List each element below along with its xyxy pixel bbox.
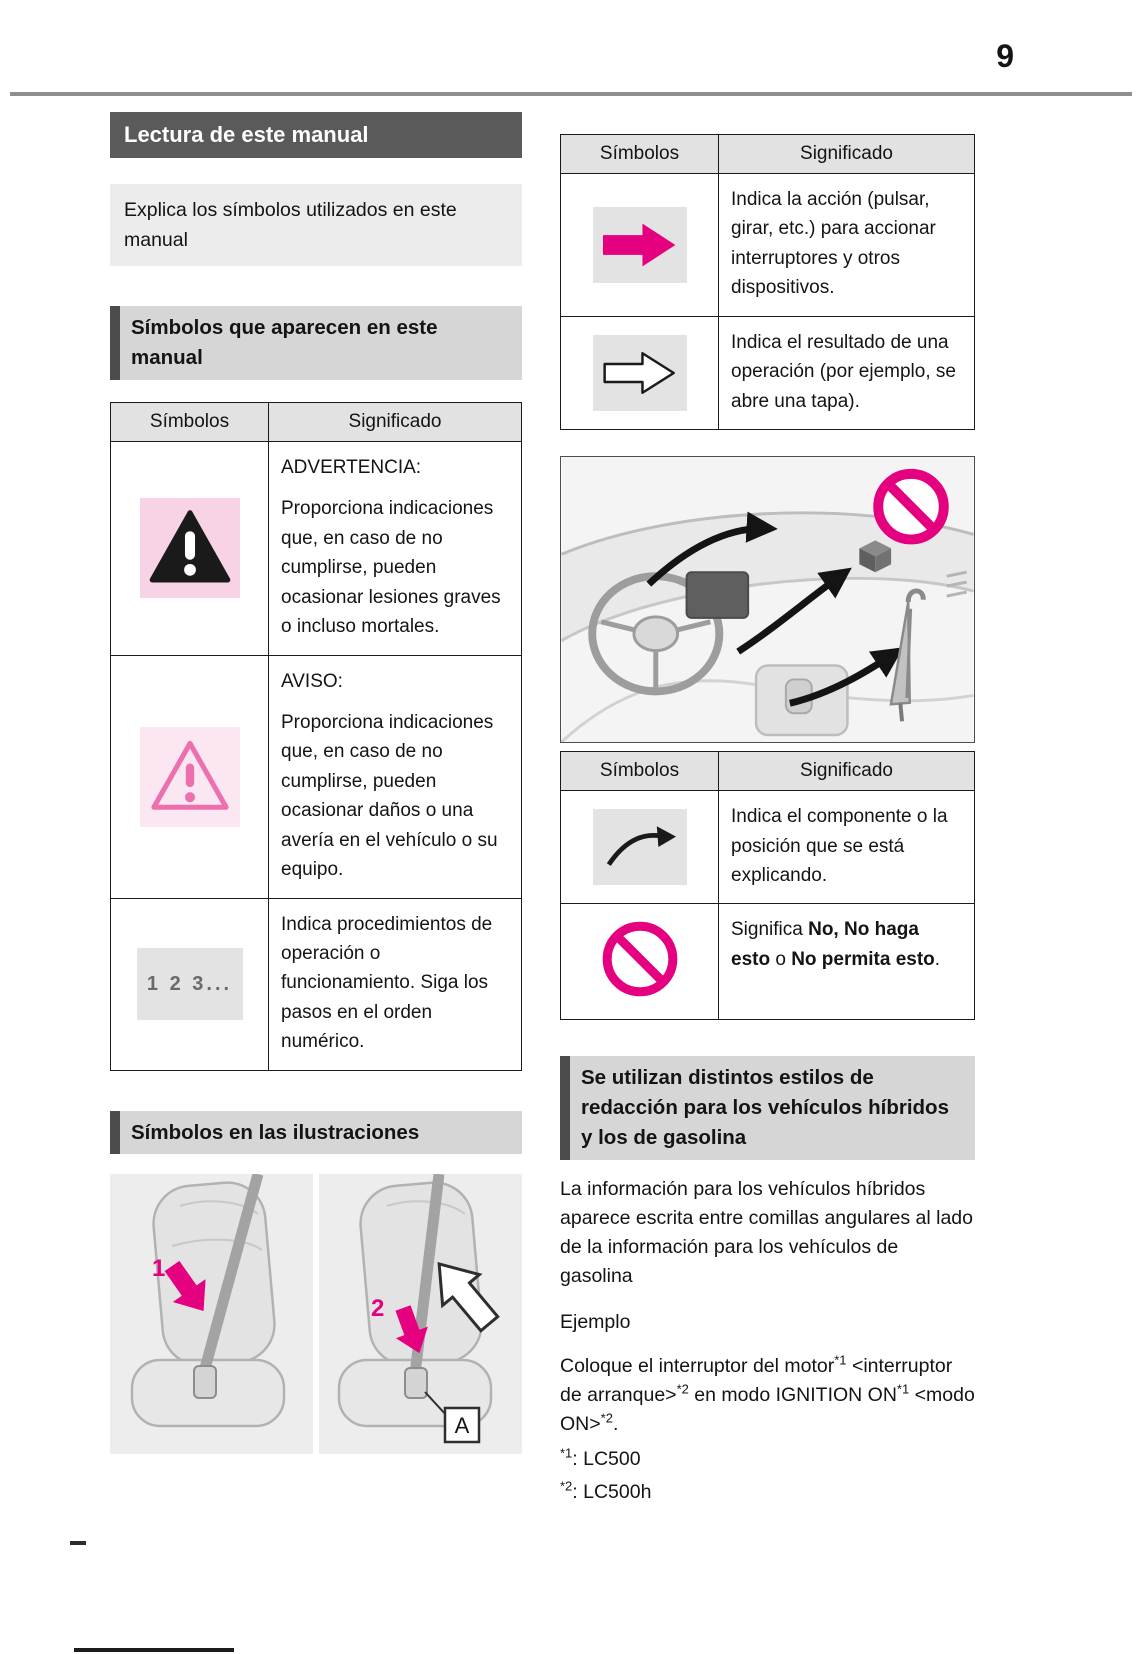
numbered-steps-icon: 1 2 3... bbox=[137, 948, 243, 1020]
section-title: Símbolos que aparecen en este manual bbox=[131, 316, 438, 370]
part-label-a: A bbox=[454, 1413, 470, 1439]
action-arrow-box bbox=[593, 207, 687, 283]
symbols-table-actions bbox=[560, 134, 975, 430]
symbol-cell bbox=[111, 898, 269, 1070]
description-cell bbox=[719, 904, 975, 1020]
top-divider-rule bbox=[10, 92, 1132, 96]
page-number: 9 bbox=[996, 38, 1014, 74]
section-title: Símbolos en las ilustraciones bbox=[131, 1120, 420, 1144]
col-header-simbolos: Símbolos bbox=[561, 135, 719, 174]
row-text: Indica el componente o la posición que se está explicando. bbox=[731, 806, 948, 886]
symbol-cell bbox=[561, 316, 719, 429]
right-column bbox=[560, 112, 975, 1506]
row-text: Indica procedimientos de operación o funcionamiento. Siga los pasos en el orden numérico. bbox=[281, 913, 493, 1053]
example-text: . bbox=[612, 1413, 619, 1436]
chapter-title-banner bbox=[110, 112, 522, 158]
footnote-1 bbox=[560, 1445, 975, 1473]
row-text: Proporciona indicaciones que, en caso de no cumplirse, pueden ocasionar daños o una avería en el vehículo o su equipo. bbox=[281, 711, 498, 881]
text-part-bold: No, No haga esto bbox=[731, 919, 919, 970]
seatbelt-illustration-svg bbox=[110, 1174, 522, 1454]
table-row bbox=[561, 316, 975, 429]
curved-pointer-arrow-icon bbox=[604, 823, 676, 871]
intro-box bbox=[110, 184, 522, 266]
step-number-1: 1 bbox=[152, 1255, 166, 1283]
section-title: Se utilizan distintos estilos de redacción para los vehículos híbridos y los de gasolina bbox=[581, 1066, 949, 1149]
footnote-text: : LC500h bbox=[572, 1480, 652, 1503]
prohibition-icon bbox=[599, 918, 681, 1000]
intro-text: Explica los símbolos utilizados en este manual bbox=[124, 199, 457, 252]
row-text bbox=[731, 915, 962, 974]
description-cell bbox=[719, 316, 975, 429]
row-text: Indica la acción (pulsar, girar, etc.) para accionar interruptores y otros dispositivos. bbox=[731, 189, 936, 299]
result-arrow-box bbox=[593, 335, 687, 411]
footnote-marker: *1 bbox=[560, 1445, 573, 1461]
col-header-significado: Significado bbox=[719, 135, 975, 174]
example-text: Coloque el interruptor del motor bbox=[560, 1354, 835, 1377]
section-accent-bar bbox=[110, 1111, 120, 1155]
table-row bbox=[561, 904, 975, 1020]
symbol-cell bbox=[561, 174, 719, 317]
left-column bbox=[110, 112, 522, 1454]
table-header-row bbox=[561, 752, 975, 791]
table-row bbox=[561, 174, 975, 317]
solid-pink-arrow-icon bbox=[603, 221, 677, 269]
text-part-bold: No permita esto bbox=[791, 948, 935, 970]
chapter-title: Lectura de este manual bbox=[124, 122, 369, 147]
section-accent-bar bbox=[110, 306, 120, 379]
row-heading: ADVERTENCIA: bbox=[281, 456, 422, 478]
symbols-table-manual bbox=[110, 402, 522, 1071]
col-header-simbolos: Símbolos bbox=[561, 752, 719, 791]
footnote-2 bbox=[560, 1478, 975, 1506]
footnote-marker: *2 bbox=[560, 1478, 573, 1494]
footnote-ref: *1 bbox=[896, 1381, 910, 1397]
footnote-ref: *1 bbox=[834, 1352, 847, 1368]
row-heading: AVISO: bbox=[281, 670, 343, 692]
prohibition-symbol bbox=[878, 474, 944, 540]
seatbelt-illustration bbox=[110, 1174, 522, 1454]
display-screen bbox=[687, 572, 749, 618]
info-paragraph: La información para los vehículos híbridos aparece escrita entre comillas angulares al lado de la información para los vehículos de gasolina bbox=[560, 1177, 973, 1288]
text-part: o bbox=[770, 948, 792, 970]
symbol-cell bbox=[111, 441, 269, 655]
table-header-row bbox=[561, 135, 975, 174]
col-header-significado: Significado bbox=[269, 402, 522, 441]
warning-icon-box bbox=[140, 498, 240, 598]
example-label: Ejemplo bbox=[560, 1310, 631, 1333]
description-cell bbox=[719, 791, 975, 904]
section-header-writing-styles bbox=[560, 1056, 975, 1159]
dashboard-illustration bbox=[560, 456, 975, 743]
description-cell bbox=[719, 174, 975, 317]
example-text: en modo IGNITION ON bbox=[688, 1384, 897, 1407]
table-row bbox=[561, 791, 975, 904]
table-row bbox=[111, 441, 522, 655]
example-text: <modo ON> bbox=[560, 1384, 975, 1436]
footnote-ref: *2 bbox=[600, 1410, 613, 1426]
symbol-cell bbox=[561, 904, 719, 1020]
caution-triangle-outline-icon bbox=[148, 735, 232, 819]
section-accent-bar bbox=[560, 1056, 570, 1159]
warning-triangle-filled-icon bbox=[148, 506, 232, 590]
description-cell bbox=[269, 441, 522, 655]
row-text: Proporciona indicaciones que, en caso de no cumplirse, pueden ocasionar lesiones graves o incluso mortales. bbox=[281, 498, 501, 638]
car-interior-illustration-svg bbox=[561, 457, 974, 742]
crop-mark bbox=[74, 1648, 234, 1652]
footnote-ref: *2 bbox=[676, 1381, 689, 1397]
pointer-arrow-box bbox=[593, 809, 687, 885]
table-header-row bbox=[111, 402, 522, 441]
example-paragraph bbox=[560, 1352, 975, 1440]
table-row bbox=[111, 655, 522, 898]
section-header-symbols-manual bbox=[110, 306, 522, 379]
symbols-table-pointers bbox=[560, 751, 975, 1020]
text-part: . bbox=[934, 948, 941, 970]
step-number-2: 2 bbox=[371, 1295, 385, 1323]
text-part: Significa bbox=[731, 919, 809, 941]
description-cell bbox=[269, 898, 522, 1070]
crop-mark bbox=[70, 1541, 86, 1545]
footnote-text: : LC500 bbox=[572, 1447, 641, 1470]
table-row bbox=[111, 898, 522, 1070]
section-header-symbols-illustrations bbox=[110, 1111, 522, 1155]
outline-white-arrow-icon bbox=[603, 349, 677, 397]
example-text: <interruptor de arranque> bbox=[560, 1354, 953, 1407]
row-text: Indica el resultado de una operación (por ejemplo, se abre una tapa). bbox=[731, 331, 956, 412]
col-header-simbolos: Símbolos bbox=[111, 402, 269, 441]
symbol-cell bbox=[561, 791, 719, 904]
symbol-cell bbox=[111, 655, 269, 898]
caution-icon-box bbox=[140, 727, 240, 827]
col-header-significado: Significado bbox=[719, 752, 975, 791]
description-cell bbox=[269, 655, 522, 898]
